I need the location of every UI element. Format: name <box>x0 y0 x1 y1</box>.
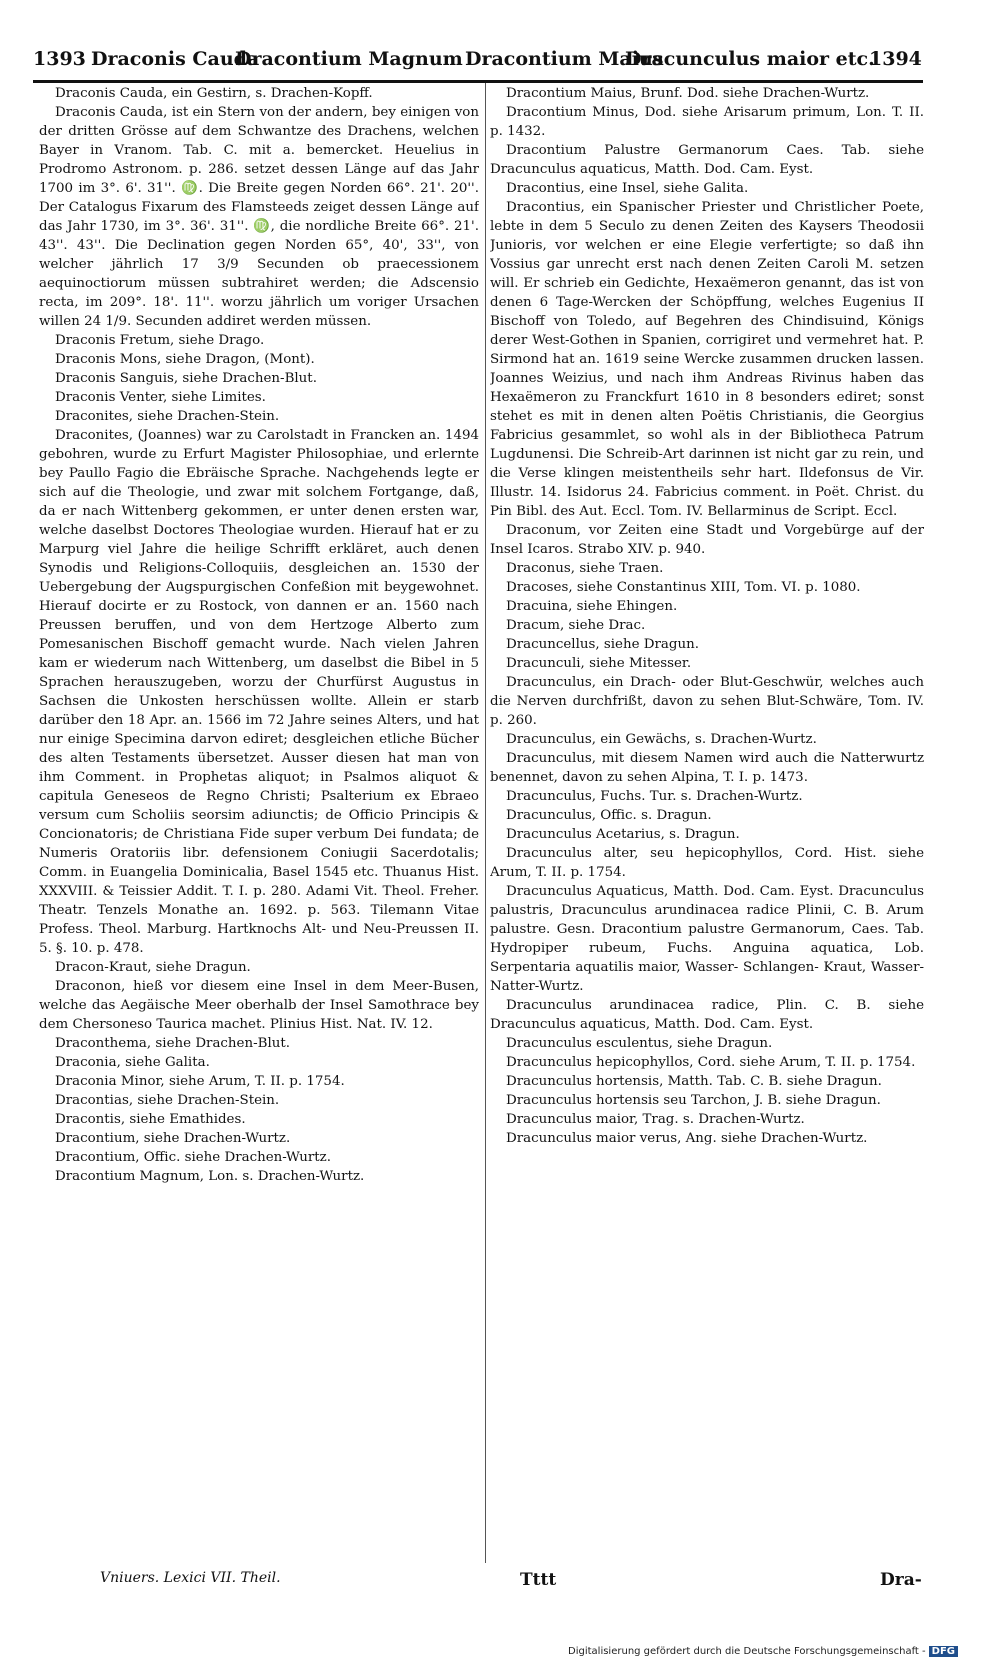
dictionary-entry: Dracuina, siehe Ehingen. <box>506 599 678 614</box>
header-rule <box>33 80 923 83</box>
dictionary-entry: Dracunculus, mit diesem Namen wird auch die Natterwurtz benennet, davon zu sehen Alpina, T. I. p. 1473. <box>490 751 924 785</box>
column-divider <box>485 83 486 1563</box>
dictionary-entry: Draconites, (Joannes) war zu Carolstadt in Francken an. 1494 gebohren, wurde zu Erfurt Magister Philosophiae, und erlernte bey Paullo Fagio die Ebräische Sprache. Nachgehends legte er sich auf die Theologie, und zwar mit solchem Fortgange, daß, da er nach Wittenberg gekommen, er unter denen ersten war, welche daselbst Doctores Theologiae wurden. Hierauf hat er zu Marpurg viel Jahre die heilige Schrifft erkläret, auch denen Synodis und Religions-Colloquiis, desgleichen an. 1530 der Uebergebung der Augspurgischen Confeßion mit beygewohnet. Hierauf docirte er zu Rostock, von dannen er an. 1560 nach Preussen beruffen, und von dem Hertzoge Alberto zum Pomesanischen Bischoff gemacht wurde. Nach vielen Jahren kam er wiederum nach Wittenberg, um daselbst die Bibel in 5 Sprachen herauszugeben, worzu der Churfürst Augustus in Sachsen die Unkosten herschüssen wollte. Allein er starb darüber den 18 Apr. an. 1566 im 72 Jahre seines Alters, und hat nur einige Specimina darvon ediret; desgleichen etliche Bücher des alten Testaments übersetzet. Ausser diesen hat man von ihm Comment. in Prophetas aliquot; in Psalmos aliquot & capitula Geneseos de Regno Christi; Psalterium ex Ebraeo versum cum Scholiis seorsim adiunctis; de Officio Principis & Concionatoris; de Christiana Fide super verbum Dei fundata; de Numeris Oratoriis libr. defensionem Coniugii Sacerdotalis; Comm. in Euangelia Dominicalia, Basel 1545 etc. Thuanus Hist. XXXVIII. & Teissier Addit. T. I. p. 280. Adami Vit. Theol. Freher. Theatr. Tenzels Monathe an. 1692. p. 563. Tilemann Vitae Profess. Theol. Marburg. Hartknochs Alt- und Neu-Preussen II. 5. §. 10. p. 478. <box>39 428 479 956</box>
dictionary-entry: Draconis Cauda, ist ein Stern von der andern, bey einigen von der dritten Grösse auf dem Schwantze des Drachens, welchen Bayer in Vranom. Tab. C. mit a. bemercket. Heuelius in Prodromo Astronom. p. 286. setzet dessen Länge auf das Jahr 1700 im 3°. 6'. 31''. ♍. Die Breite gegen Norden 66°. 21'. 20''. Der Catalogus Fixarum des Flamsteeds zeiget dessen Länge auf das Jahr 1730, im 3°. 36'. 31''. ♍, die nordliche Breite 66°. 21'. 43''. 43''. Die Declination gegen Norden 65°, 40', 33'', von welcher jährlich 17 3/9 Secunden ob praecessionem aequinoctiorum müssen subtrahiret werden; die Adscensio recta, im 209°. 18'. 11''. worzu jährlich um voriger Ursachen willen 24 1/9. Secunden addiret werden müssen. <box>39 105 479 329</box>
dictionary-entry: Dracuncellus, siehe Dragun. <box>506 637 699 652</box>
dictionary-entry: Dracunculus alter, seu hepicophyllos, Cord. Hist. siehe Arum, T. II. p. 1754. <box>490 846 924 880</box>
dictionary-entry: Draconis Mons, siehe Dragon, (Mont). <box>55 352 315 367</box>
dictionary-entry: Dracon-Kraut, siehe Dragun. <box>55 960 251 975</box>
dictionary-entry: Draconis Venter, siehe Limites. <box>55 390 266 405</box>
dictionary-entry: Draconus, siehe Traen. <box>506 561 664 576</box>
dictionary-entry: Dracunculus maior verus, Ang. siehe Drachen-Wurtz. <box>506 1131 868 1146</box>
dictionary-entry: Dracontium Minus, Dod. siehe Arisarum primum, Lon. T. II. p. 1432. <box>490 105 924 139</box>
left-page-number: 1393 <box>33 48 86 70</box>
dictionary-entry: Dracunculus, Fuchs. Tur. s. Drachen-Wurtz. <box>506 789 803 804</box>
dictionary-entry: Dracunculus, ein Gewächs, s. Drachen-Wurtz. <box>506 732 817 747</box>
dictionary-entry: Dracunculus hortensis seu Tarchon, J. B. siehe Dragun. <box>506 1093 881 1108</box>
dfg-logo: DFG <box>929 1646 958 1657</box>
dictionary-entry: Dracontium, siehe Drachen-Wurtz. <box>55 1131 291 1146</box>
dictionary-entry: Dracontius, eine Insel, siehe Galita. <box>506 181 749 196</box>
signature-line: Vniuers. Lexici VII. Theil. <box>100 1570 281 1586</box>
dictionary-entry: Dracum, siehe Drac. <box>506 618 646 633</box>
dictionary-entry: Dracunculus arundinacea radice, Plin. C. B. siehe Dracunculus aquaticus, Matth. Dod. Cam. Eyst. <box>490 998 924 1032</box>
right-page-number: 1394 <box>869 48 922 70</box>
page-header <box>33 44 923 80</box>
dictionary-entry: Dracontium, Offic. siehe Drachen-Wurtz. <box>55 1150 331 1165</box>
dictionary-entry: Draconis Fretum, siehe Drago. <box>55 333 265 348</box>
dictionary-entry: Dracunculi, siehe Mitesser. <box>506 656 692 671</box>
dictionary-entry: Draconis Sanguis, siehe Drachen-Blut. <box>55 371 317 386</box>
dictionary-entry: Dracunculus esculentus, siehe Dragun. <box>506 1036 773 1051</box>
dictionary-entry: Dracontium Palustre Germanorum Caes. Tab. siehe Dracunculus aquaticus, Matth. Dod. Cam. Eyst. <box>490 143 924 177</box>
dictionary-entry: Dracontium Magnum, Lon. s. Drachen-Wurtz. <box>55 1169 365 1184</box>
dictionary-entry: Dracontias, siehe Drachen-Stein. <box>55 1093 280 1108</box>
dictionary-entry: Dracontis, siehe Emathides. <box>55 1112 246 1127</box>
dictionary-entry: Dracunculus Acetarius, s. Dragun. <box>506 827 740 842</box>
dictionary-entry: Draconia Minor, siehe Arum, T. II. p. 1754. <box>55 1074 345 1089</box>
dictionary-entry: Draconon, hieß vor diesem eine Insel in dem Meer-Busen, welche das Aegäische Meer oberhalb der Insel Samothrace bey dem Chersoneso Taurica machet. Plinius Hist. Nat. IV. 12. <box>39 979 479 1032</box>
right-running-head-1: Dracontium Maius <box>465 48 664 70</box>
right-running-head-2: Dracunculus maior etc. <box>625 48 875 70</box>
dictionary-entry: Dracunculus, ein Drach- oder Blut-Geschwür, welches auch die Nerven durchfrißt, davon zu sehen Blut-Schwäre, Tom. IV. p. 260. <box>490 675 924 728</box>
dictionary-entry: Draconthema, siehe Drachen-Blut. <box>55 1036 291 1051</box>
dictionary-entry: Dracunculus, Offic. s. Dragun. <box>506 808 712 823</box>
dictionary-entry: Draconites, siehe Drachen-Stein. <box>55 409 280 424</box>
dictionary-entry: Draconum, vor Zeiten eine Stadt und Vorgebürge auf der Insel Icaros. Strabo XIV. p. 940. <box>490 523 924 557</box>
dictionary-entry: Dracunculus maior, Trag. s. Drachen-Wurtz. <box>506 1112 805 1127</box>
left-column <box>39 84 479 1564</box>
dictionary-entry: Dracontius, ein Spanischer Priester und Christlicher Poete, lebte in dem 5 Seculo zu denen Zeiten des Kaysers Theodosii Junioris, vor welchen er eine Elegie verfertigte; so daß ihn Vossius gar unrecht erst nach denen Zeiten Caroli M. setzen will. Er schrieb ein Gedichte, Hexaëmeron genannt, das ist von denen 6 Tage-Wercken der Schöpffung, welches Eugenius II Bischoff von Toledo, auf Begehren des Chindisuind, Königs derer West-Gothen in Spanien, corrigiret und vermehret hat. P. Sirmond hat an. 1619 seine Wercke zusammen drucken lassen. Joannes Weizius, und nach ihm Andreas Rivinus haben das Hexaëmeron zu Franckfurt 1610 in 8 besonders ediret; sonst stehet es mit in denen alten Poëtis Christianis, die Georgius Fabricius gesammlet, so wohl als in der Bibliotheca Patrum Lugdunensi. Die Schreib-Art darinnen ist nicht gar zu rein, und die Verse klingen meistentheils sehr hart. Ildefonsus de Vir. Illustr. 14. Isidorus 24. Fabricius comment. in Poët. Christ. du Pin Bibl. des Aut. Eccl. Tom. IV. Bellarminus de Script. Eccl. <box>490 200 924 519</box>
dictionary-entry: Dracunculus hortensis, Matth. Tab. C. B. siehe Dragun. <box>506 1074 882 1089</box>
dictionary-entry: Dracoses, siehe Constantinus XIII, Tom. VI. p. 1080. <box>506 580 861 595</box>
left-running-head-1: Draconis Cauda <box>91 48 260 70</box>
dictionary-entry: Dracontium Maius, Brunf. Dod. siehe Drachen-Wurtz. <box>506 86 870 101</box>
dictionary-entry: Dracunculus hepicophyllos, Cord. siehe Arum, T. II. p. 1754. <box>506 1055 916 1070</box>
credit-text: Digitalisierung gefördert durch die Deutsche Forschungsgemeinschaft - <box>568 1646 926 1657</box>
right-column <box>490 84 924 1564</box>
dictionary-entry: Dracunculus Aquaticus, Matth. Dod. Cam. Eyst. Dracunculus palustris, Dracunculus arundinacea radice Plinii, C. B. Arum palustre. Gesn. Dracontium palustre Germanorum, Caes. Tab. Hydropiper rubeum, Fuchs. Anguina aquatica, Lob. Serpentaria aquatilis maior, Wasser- Schlangen- Kraut, Wasser-Natter-Wurtz. <box>490 884 924 994</box>
signature-mark: Tttt <box>520 1570 557 1590</box>
digitization-credit <box>568 1646 958 1657</box>
left-running-head-2: Dracontium Magnum <box>235 48 463 70</box>
dictionary-entry: Draconia, siehe Galita. <box>55 1055 210 1070</box>
catchword: Dra- <box>880 1570 922 1590</box>
dictionary-entry: Draconis Cauda, ein Gestirn, s. Drachen-Kopff. <box>55 86 373 101</box>
